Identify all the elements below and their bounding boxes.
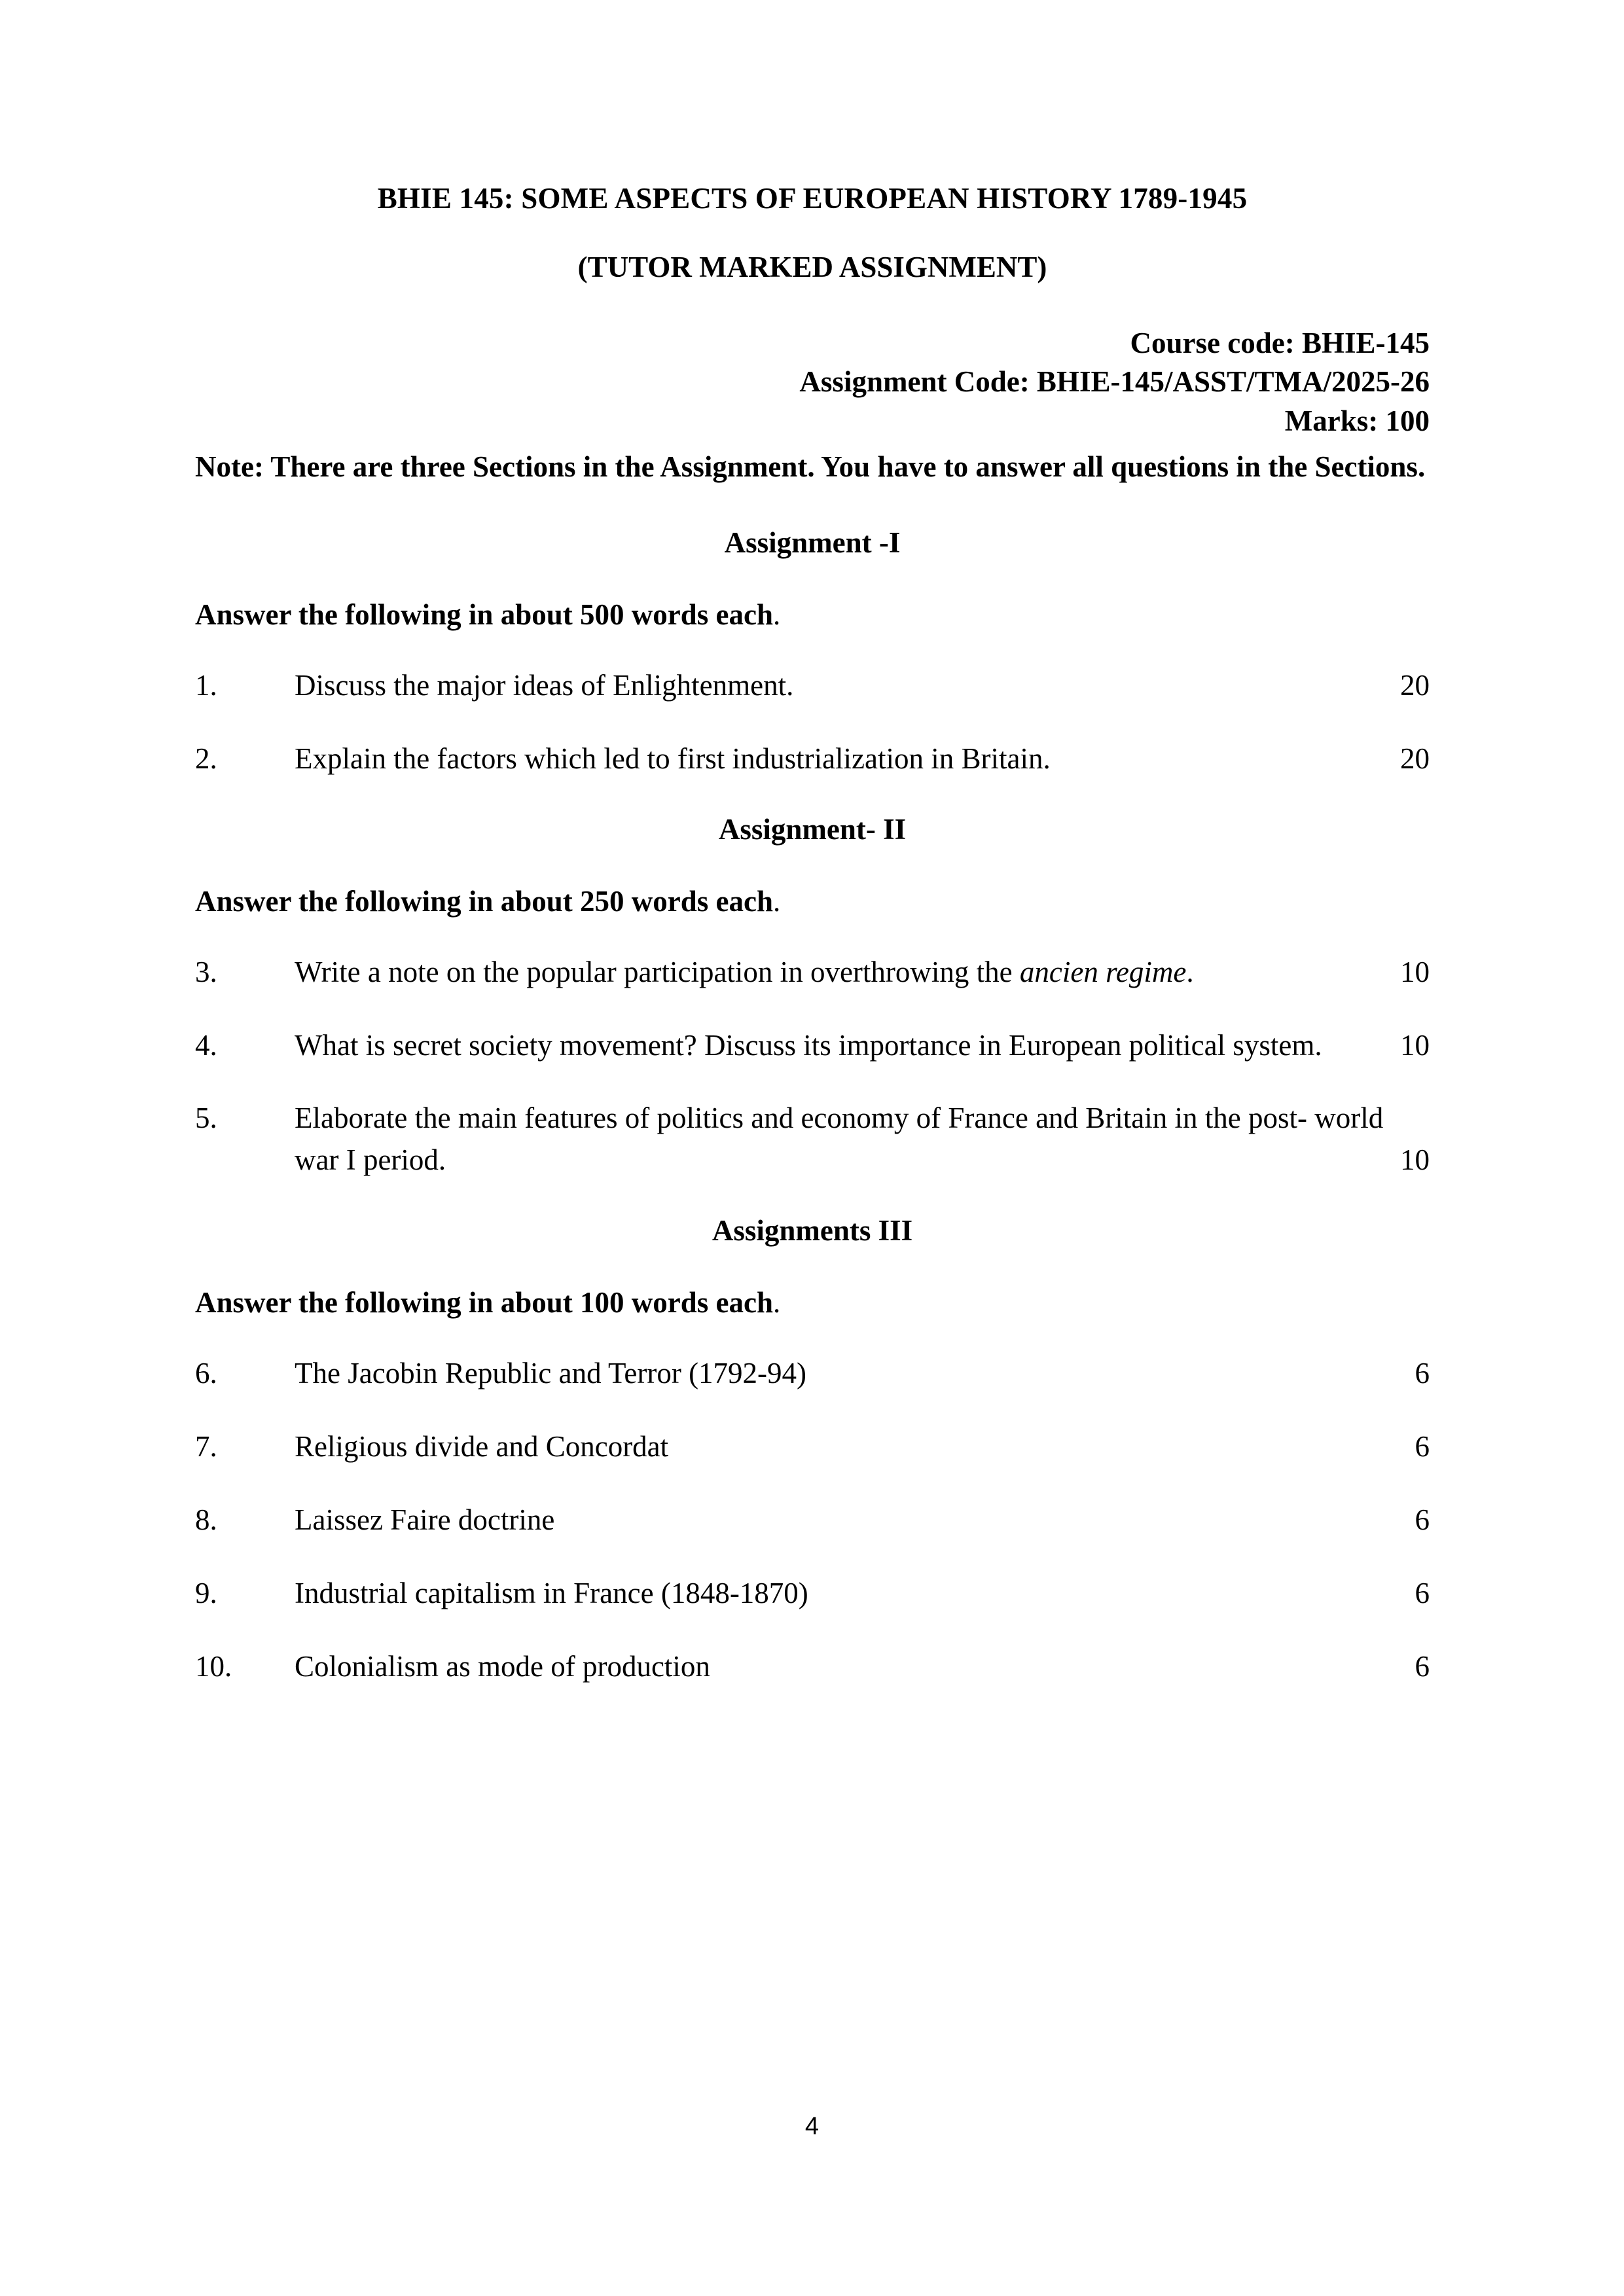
question-text: Colonialism as mode of production	[295, 1649, 710, 1683]
question-row	[195, 1573, 1430, 1615]
question-marks: 10	[1400, 1143, 1430, 1177]
instruction-tail-2: .	[772, 884, 781, 918]
question-number: 4.	[195, 1028, 217, 1062]
question-number: 3.	[195, 955, 217, 988]
question-row	[195, 1646, 1430, 1688]
document-subtitle: (TUTOR MARKED ASSIGNMENT)	[577, 251, 1047, 284]
question-text: Explain the factors which led to first industrialization in Britain.	[295, 742, 1051, 775]
question-row	[195, 1025, 1430, 1067]
question-text: The Jacobin Republic and Terror (1792-94)	[295, 1357, 807, 1390]
question-row	[195, 1353, 1430, 1395]
instruction-bold-2: Answer the following in about 250 words each	[195, 884, 773, 918]
page-content	[195, 183, 1430, 1719]
question-text: Elaborate the main features of politics and economy of France and Britain in the post- world war I period.	[295, 1102, 1384, 1177]
section-heading-2: Assignment- II	[718, 812, 907, 846]
question-text: Discuss the major ideas of Enlightenment.	[295, 668, 794, 702]
question-marks: 6	[1415, 1576, 1430, 1609]
question-marks: 20	[1400, 742, 1430, 775]
section-instruction-2	[195, 884, 1430, 919]
question-marks: 10	[1400, 955, 1430, 988]
question-marks: 6	[1415, 1649, 1430, 1683]
question-number: 8.	[195, 1503, 217, 1537]
section-heading-3: Assignments III	[712, 1214, 913, 1247]
question-number: 7.	[195, 1430, 217, 1463]
question-text-after: .	[1186, 955, 1194, 988]
question-text-before: Write a note on the popular participation in overthrowing the	[295, 955, 1020, 988]
question-number: 1.	[195, 668, 217, 702]
question-row	[195, 1426, 1430, 1468]
document-title: BHIE 145: SOME ASPECTS OF EUROPEAN HISTORY 1789-1945	[377, 182, 1248, 215]
question-marks: 6	[1415, 1503, 1430, 1537]
question-text: Industrial capitalism in France (1848-1870)	[295, 1576, 808, 1609]
question-marks: 10	[1400, 1028, 1430, 1062]
section-instruction-3	[195, 1285, 1430, 1320]
question-marks: 6	[1415, 1357, 1430, 1390]
question-row	[195, 1499, 1430, 1541]
assignment-code: Assignment Code: BHIE-145/ASST/TMA/2025-26	[799, 365, 1430, 399]
question-number: 5.	[195, 1102, 217, 1135]
instruction-tail-3: .	[772, 1286, 781, 1319]
total-marks: Marks: 100	[1284, 404, 1430, 438]
question-number: 6.	[195, 1357, 217, 1390]
page-number: 4	[804, 2113, 820, 2140]
question-row	[195, 665, 1430, 707]
question-number: 9.	[195, 1576, 217, 1609]
section-instruction-1	[195, 597, 1430, 632]
question-number: 2.	[195, 742, 217, 775]
question-text: Religious divide and Concordat	[295, 1430, 669, 1463]
note-text: Note: There are three Sections in the Assignment. You have to answer all questions in the Sections.	[195, 450, 1426, 484]
section-heading-1: Assignment -I	[724, 526, 901, 559]
course-code: Course code: BHIE-145	[1130, 326, 1430, 359]
question-marks: 20	[1400, 668, 1430, 702]
question-text: Laissez Faire doctrine	[295, 1503, 555, 1537]
instruction-bold-3: Answer the following in about 100 words each	[195, 1286, 773, 1319]
question-text	[295, 952, 1351, 994]
question-row	[195, 952, 1430, 994]
question-number: 10.	[195, 1649, 232, 1683]
instruction-tail-1: .	[772, 598, 781, 631]
question-row	[195, 738, 1430, 780]
instruction-bold-1: Answer the following in about 500 words each	[195, 598, 773, 631]
question-text: What is secret society movement? Discuss its importance in European political system.	[295, 1028, 1322, 1062]
question-row	[195, 1098, 1430, 1181]
question-marks: 6	[1415, 1430, 1430, 1463]
question-text-italic: ancien regime	[1019, 955, 1187, 988]
course-meta-block	[195, 324, 1430, 442]
